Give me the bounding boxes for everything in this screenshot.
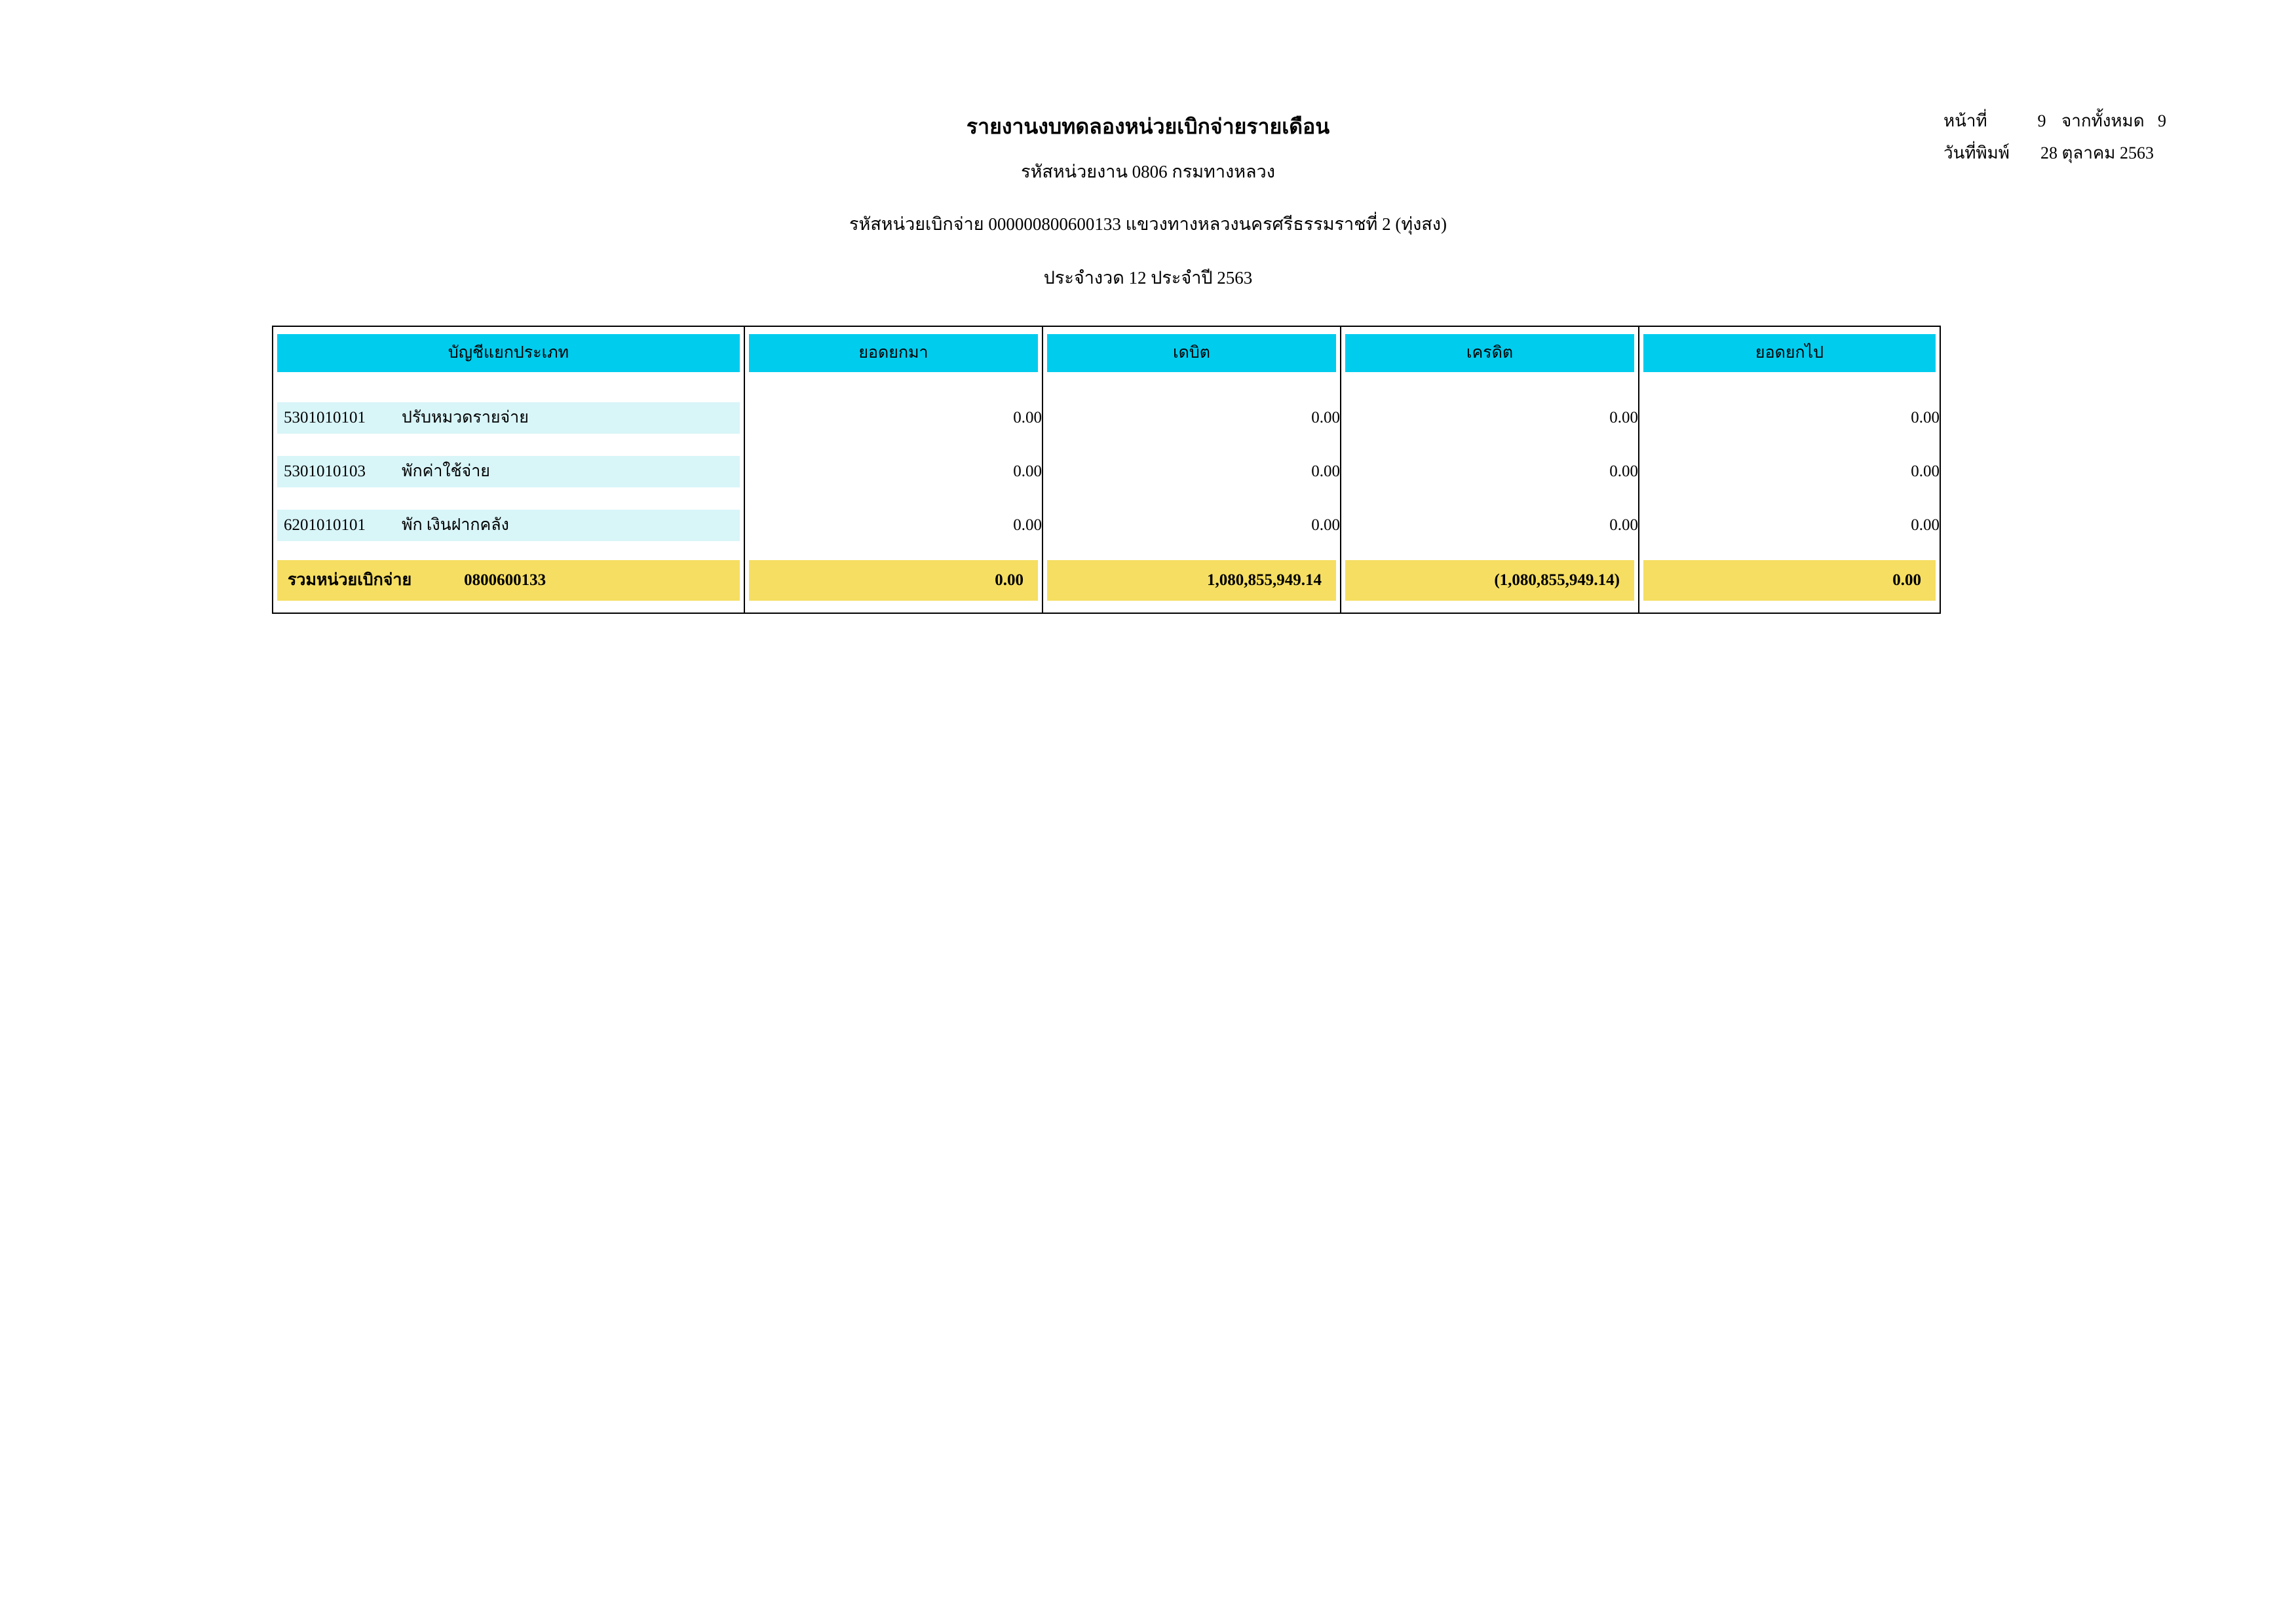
- cell-account: [273, 445, 744, 499]
- cell-debit: 0.00: [1043, 445, 1341, 499]
- cell-credit: 0.00: [1341, 499, 1639, 552]
- account-chip: [277, 402, 740, 434]
- page-total-label: จากทั้งหมด: [2061, 111, 2145, 130]
- cell-opening: 0.00: [744, 499, 1043, 552]
- table-top-rule: [273, 326, 1940, 332]
- col-header-account: [273, 332, 744, 374]
- cell-account: [273, 499, 744, 552]
- period-line: ประจำงวด 12 ประจำปี 2563: [1043, 268, 1253, 288]
- rule-cell: [744, 326, 1043, 332]
- cell-opening: 0.00: [744, 445, 1043, 499]
- print-date-label: วันที่พิมพ์: [1943, 143, 2010, 163]
- col-header-closing-label: ยอดยกไป: [1643, 334, 1936, 372]
- col-header-debit: [1043, 332, 1341, 374]
- unit-line: รหัสหน่วยเบิกจ่าย 000000800600133 แขวงทางหลวงนครศรีธรรมราชที่ 2 (ทุ่งสง): [849, 214, 1447, 234]
- spacer-cell: [1639, 374, 1940, 391]
- cell-opening: 0.00: [744, 391, 1043, 445]
- table-bottom-rule: [273, 609, 1940, 613]
- page-total-value: 9: [2158, 111, 2166, 130]
- cell-debit: 0.00: [1043, 391, 1341, 445]
- table-row: [273, 445, 1940, 499]
- page-label: หน้าที่: [1943, 111, 1987, 130]
- account-code: 5301010101: [284, 409, 366, 426]
- table-row: [273, 391, 1940, 445]
- total-cell-label: [273, 552, 744, 609]
- cell-closing: 0.00: [1639, 445, 1940, 499]
- col-header-debit-label: เดบิต: [1047, 334, 1336, 372]
- page-title: รายงานงบทดลองหน่วยเบิกจ่ายรายเดือน: [966, 115, 1330, 138]
- account-code: 6201010101: [284, 516, 366, 534]
- col-header-credit: [1341, 332, 1639, 374]
- total-cell-opening: [744, 552, 1043, 609]
- total-closing: 0.00: [1643, 560, 1936, 601]
- spacer-cell: [1043, 374, 1341, 391]
- spacer-cell: [273, 374, 744, 391]
- account-chip: [277, 456, 740, 487]
- cell-closing: 0.00: [1639, 391, 1940, 445]
- table-total-row: [273, 552, 1940, 609]
- total-unit-code: 0800600133: [464, 571, 546, 589]
- rule-cell: [273, 326, 744, 332]
- cell-account: [273, 391, 744, 445]
- table-spacer-row: [273, 374, 1940, 391]
- org-line: รหัสหน่วยงาน 0806 กรมทางหลวง: [1021, 162, 1275, 181]
- table-header-row: [273, 332, 1940, 374]
- total-cell-closing: [1639, 552, 1940, 609]
- rule-cell: [1341, 609, 1639, 613]
- total-cell-credit: [1341, 552, 1639, 609]
- rule-cell: [1639, 326, 1940, 332]
- table-row: [273, 499, 1940, 552]
- cell-closing: 0.00: [1639, 499, 1940, 552]
- col-header-closing: [1639, 332, 1940, 374]
- total-chip: [277, 560, 740, 601]
- rule-cell: [1639, 609, 1940, 613]
- col-header-opening: [744, 332, 1043, 374]
- report-table-wrap: [272, 326, 1940, 614]
- rule-cell: [744, 609, 1043, 613]
- rule-cell: [273, 609, 744, 613]
- report-table: [272, 326, 1941, 614]
- account-chip: [277, 510, 740, 541]
- rule-cell: [1043, 609, 1341, 613]
- print-date-value: 28 ตุลาคม 2563: [2040, 143, 2154, 163]
- total-credit: (1,080,855,949.14): [1345, 560, 1634, 601]
- col-header-credit-label: เครดิต: [1345, 334, 1634, 372]
- spacer-cell: [1341, 374, 1639, 391]
- rule-cell: [1043, 326, 1341, 332]
- total-label: รวมหน่วยเบิกจ่าย: [288, 571, 412, 589]
- spacer-cell: [744, 374, 1043, 391]
- account-code: 5301010103: [284, 463, 366, 480]
- total-opening: 0.00: [749, 560, 1038, 601]
- col-header-account-label: บัญชีแยกประเภท: [277, 334, 740, 372]
- account-name: ปรับหมวดรายจ่าย: [402, 409, 529, 426]
- cell-debit: 0.00: [1043, 499, 1341, 552]
- cell-credit: 0.00: [1341, 391, 1639, 445]
- page-number: 9: [2037, 111, 2046, 130]
- account-name: พัก เงินฝากคลัง: [402, 516, 509, 534]
- cell-credit: 0.00: [1341, 445, 1639, 499]
- total-debit: 1,080,855,949.14: [1047, 560, 1336, 601]
- col-header-opening-label: ยอดยกมา: [749, 334, 1038, 372]
- account-name: พักค่าใช้จ่าย: [402, 463, 490, 480]
- total-cell-debit: [1043, 552, 1341, 609]
- rule-cell: [1341, 326, 1639, 332]
